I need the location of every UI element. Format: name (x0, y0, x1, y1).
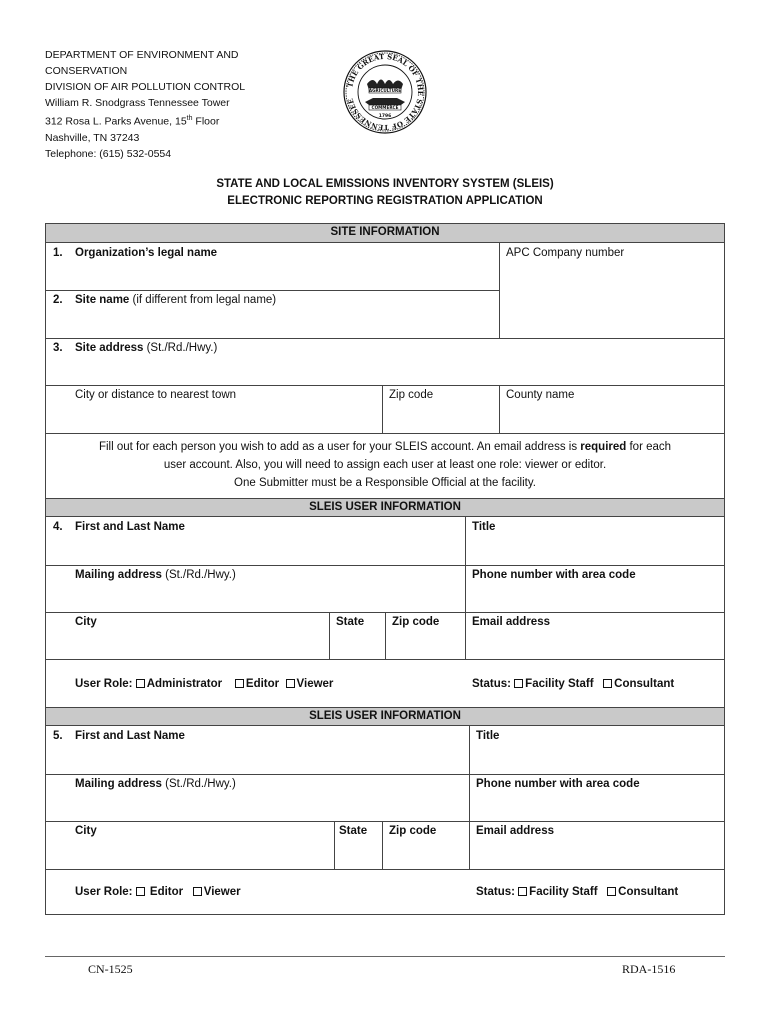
site-name-input[interactable] (46, 310, 498, 337)
user5-zip-input[interactable] (383, 840, 468, 868)
user4-title-input[interactable] (466, 536, 724, 564)
user4-city-label: City (75, 616, 97, 628)
user4-status-staff-checkbox[interactable] (514, 679, 523, 688)
user4-zip-input[interactable] (386, 631, 464, 658)
user4-name-input[interactable] (46, 536, 464, 564)
svg-text:1796: 1796 (378, 114, 392, 119)
user4-role-group: User Role: Administrator Editor Viewer (75, 678, 334, 690)
site-address-input[interactable] (46, 358, 724, 384)
field-number: 5. (53, 730, 63, 742)
site-address-label: Site address (St./Rd./Hwy.) (75, 342, 218, 354)
site-county-input[interactable] (500, 405, 724, 432)
svg-text:THE GREAT SEAL OF THE STATE OF: THE GREAT SEAL OF THE STATE OF TENNESSEE (345, 51, 426, 133)
field-number: 2. (53, 294, 63, 306)
section-header-user-4: SLEIS USER INFORMATION (46, 498, 724, 517)
site-name-label: Site name (if different from legal name) (75, 294, 277, 306)
user4-mail-input[interactable] (46, 584, 464, 611)
org-legal-name-label: Organization’s legal name (75, 247, 218, 259)
section-header-site: SITE INFORMATION (46, 224, 724, 243)
user4-status-group: Status: Facility Staff Consultant (472, 678, 675, 690)
address-line: DIVISION OF AIR POLLUTION CONTROL (45, 81, 246, 93)
user5-zip-label: Zip code (389, 825, 437, 837)
instructions-note (46, 438, 724, 492)
user4-zip-label: Zip code (392, 616, 440, 628)
apc-company-number-label: APC Company number (506, 247, 625, 259)
title-line-1: STATE AND LOCAL EMISSIONS INVENTORY SYSTEM (SLEIS) (216, 178, 554, 190)
footer-divider (45, 956, 725, 957)
user5-email-label: Email address (476, 825, 554, 837)
title-line-2: ELECTRONIC REPORTING REGISTRATION APPLICATION (227, 195, 543, 207)
user4-email-label: Email address (472, 616, 550, 628)
field-number: 1. (53, 247, 63, 259)
site-city-input[interactable] (46, 405, 381, 432)
user4-state-input[interactable] (330, 631, 384, 658)
user4-email-input[interactable] (466, 631, 724, 658)
user4-phone-input[interactable] (466, 584, 724, 611)
address-line: DEPARTMENT OF ENVIRONMENT AND (45, 49, 239, 61)
address-line: Telephone: (615) 532-0554 (45, 147, 172, 160)
user5-role-editor-checkbox[interactable] (136, 887, 145, 896)
footer-rda-code: RDA-1516 (622, 962, 676, 976)
user5-state-input[interactable] (335, 840, 381, 868)
user5-phone-label: Phone number with area code (476, 778, 640, 790)
agency-address (45, 47, 245, 162)
section-header-user-5: SLEIS USER INFORMATION (46, 707, 724, 726)
user5-status-consultant-checkbox[interactable] (607, 887, 616, 896)
zip-label: Zip code (389, 389, 434, 401)
user4-state-label: State (336, 616, 365, 628)
address-line: 312 Rosa L. Parks Avenue, 15th Floor (45, 115, 220, 128)
note-line-3: One Submitter must be a Responsible Official at the facility. (234, 477, 536, 489)
user5-email-input[interactable] (470, 840, 724, 868)
user5-state-label: State (339, 825, 368, 837)
user5-title-input[interactable] (470, 745, 724, 773)
note-line-1: Fill out for each person you wish to add as a user for your SLEIS account. An email address is required for each (98, 441, 672, 453)
user4-status-consultant-checkbox[interactable] (603, 679, 612, 688)
user5-name-input[interactable] (46, 745, 468, 773)
user5-name-label: First and Last Name (75, 730, 185, 742)
note-line-2: user account. Also, you will need to assign each user at least one role: viewer or editor. (163, 459, 607, 471)
user4-name-label: First and Last Name (75, 521, 185, 533)
user5-status-staff-checkbox[interactable] (518, 887, 527, 896)
user5-mail-label: Mailing address (St./Rd./Hwy.) (75, 778, 236, 790)
city-label: City or distance to nearest town (75, 389, 237, 401)
user4-title-label: Title (472, 521, 496, 533)
user4-phone-label: Phone number with area code (472, 569, 636, 581)
site-zip-input[interactable] (383, 405, 498, 432)
field-number: 4. (53, 521, 63, 533)
registration-form (45, 223, 725, 915)
user5-role-group: User Role: Editor Viewer (75, 886, 241, 898)
user5-role-viewer-checkbox[interactable] (193, 887, 202, 896)
field-number: 3. (53, 342, 63, 354)
apc-company-number-input[interactable] (500, 262, 724, 337)
address-line: Nashville, TN 37243 (45, 131, 140, 144)
user5-city-input[interactable] (46, 840, 333, 868)
user4-role-admin-checkbox[interactable] (136, 679, 145, 688)
svg-text:AGRICULTURE: AGRICULTURE (368, 88, 402, 93)
user5-title-label: Title (476, 730, 500, 742)
user5-mail-input[interactable] (46, 793, 468, 820)
document-title (0, 176, 770, 210)
user4-role-editor-checkbox[interactable] (235, 679, 244, 688)
org-legal-name-input[interactable] (46, 262, 498, 289)
address-line: William R. Snodgrass Tennessee Tower (45, 97, 230, 109)
user5-phone-input[interactable] (470, 793, 724, 820)
svg-text:COMMERCE: COMMERCE (371, 105, 399, 110)
user5-city-label: City (75, 825, 97, 837)
footer-form-code: CN-1525 (88, 962, 133, 976)
user5-status-group: Status: Facility Staff Consultant (476, 886, 679, 898)
county-label: County name (506, 389, 575, 401)
state-seal-logo (343, 50, 427, 134)
address-line: CONSERVATION (45, 65, 128, 77)
user4-role-viewer-checkbox[interactable] (286, 679, 295, 688)
user4-mail-label: Mailing address (St./Rd./Hwy.) (75, 569, 236, 581)
user4-city-input[interactable] (46, 631, 328, 658)
